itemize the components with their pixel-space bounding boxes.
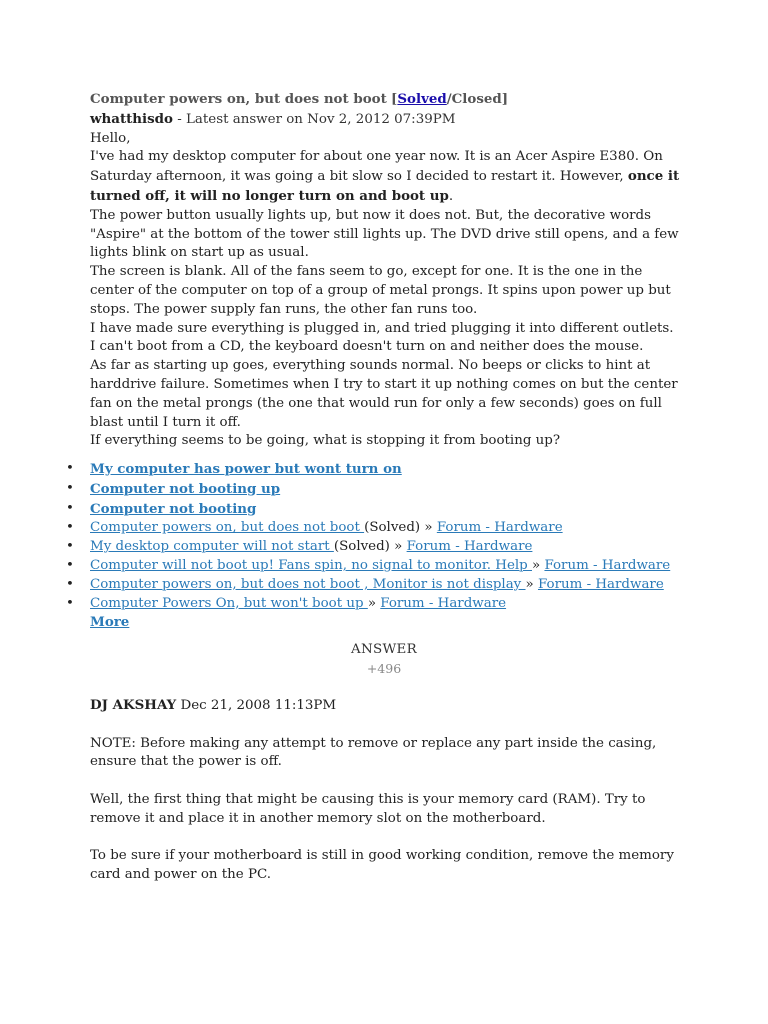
answer <box>90 696 680 904</box>
related-link[interactable]: My computer has power but wont turn on <box>90 461 402 477</box>
question-greeting: Hello, <box>90 130 131 146</box>
forum-link[interactable]: Forum - Hardware <box>544 557 671 573</box>
related-link[interactable]: Computer will not boot up! Fans spin, no signal to monitor. Help <box>90 557 532 573</box>
forum-link[interactable]: Forum - Hardware <box>436 520 563 536</box>
question-body <box>90 130 680 452</box>
question <box>90 90 680 451</box>
more-link[interactable]: More <box>90 614 130 631</box>
status-separator: / <box>446 91 452 107</box>
answer-meta-line <box>90 696 680 716</box>
forum-link[interactable]: Forum - Hardware <box>380 595 507 611</box>
answer-paragraph-2: Well, the first thing that might be causing this is your memory card (RAM). Try to remove it and place it in another memory slot on the motherboard. <box>90 791 646 826</box>
status-closed: Closed] <box>451 91 509 107</box>
question-meta-line <box>90 110 680 130</box>
question-paragraph-5: As far as starting up goes, everything sounds normal. No beeps or clicks to hint at harddrive failure. Sometimes when I try to start it up nothing comes on but the center fan on the metal prongs (the one that would run for only a few seconds) goes on full blast until I turn it off. <box>90 358 678 430</box>
answer-author[interactable]: DJ AKSHAY <box>90 697 177 713</box>
list-item <box>90 538 730 557</box>
question-author[interactable]: whatthisdo <box>90 110 173 127</box>
related-suffix: (Solved) » <box>333 539 407 555</box>
related-link[interactable]: Computer powers on, but does not boot , Monitor is not display <box>90 576 526 592</box>
question-paragraph-3: The screen is blank. All of the fans seem to go, except for one. It is the one in the center of the computer on top of a group of metal prongs. It spins upon power up but stops. The power supply fan runs, the other fan runs too. <box>90 264 671 317</box>
answer-date: Dec 21, 2008 11:13PM <box>180 698 337 713</box>
answer-label: ANSWER <box>351 642 417 657</box>
question-title: Computer powers on, but does not boot <box>90 91 387 107</box>
answer-paragraph-1: NOTE: Before making any attempt to remove or replace any part inside the casing, ensure that the power is off. <box>90 735 657 770</box>
related-link[interactable]: Computer not booting <box>90 500 257 517</box>
question-p1-bold: once it turned off, it will no longer turn on and boot up <box>90 168 680 204</box>
more-item <box>90 613 730 633</box>
list-item <box>90 595 730 614</box>
related-link[interactable]: Computer powers on, but does not boot <box>90 520 365 536</box>
related-suffix: » <box>525 576 538 592</box>
question-paragraph-4: I have made sure everything is plugged in, and tried plugging it into different outlets. I can't boot from a CD, the keyboard doesn't turn on and neither does the mouse. <box>90 320 674 355</box>
list-item <box>90 557 730 576</box>
related-suffix: » <box>531 557 545 573</box>
question-p1-end: . <box>448 188 454 204</box>
related-link[interactable]: Computer not booting up <box>90 480 281 497</box>
related-link[interactable]: My desktop computer will not start <box>90 539 334 555</box>
answer-paragraph-3: To be sure if your motherboard is still in good working condition, remove the memory card and power on the PC. <box>90 848 674 883</box>
list-item <box>90 480 730 500</box>
list-item <box>90 519 730 538</box>
related-suffix: » <box>367 595 381 611</box>
question-paragraph-1 <box>90 148 680 206</box>
related-link[interactable]: Computer Powers On, but won't boot up <box>90 595 368 611</box>
related-suffix: (Solved) » <box>364 520 437 536</box>
forum-link[interactable]: Forum - Hardware <box>406 539 533 555</box>
solved-link[interactable]: Solved <box>397 91 447 107</box>
status-open-bracket: [ <box>391 91 398 107</box>
question-title-line <box>90 90 680 110</box>
list-item <box>90 500 730 520</box>
question-p1-start: I've had my desktop computer for about one year now. It is an Acer Aspire E380. On Saturday afternoon, it was going a bit slow so I decided to restart it. However, <box>90 149 663 185</box>
list-item <box>90 576 730 595</box>
answer-score: +496 <box>366 660 402 676</box>
answer-header <box>0 641 768 679</box>
question-meta: - Latest answer on Nov 2, 2012 07:39PM <box>177 111 456 127</box>
forum-link[interactable]: Forum - Hardware <box>537 576 664 592</box>
related-questions-list <box>62 460 730 633</box>
list-item <box>90 460 730 480</box>
question-paragraph-2: The power button usually lights up, but now it does not. But, the decorative words "Aspire" at the bottom of the tower still lights up. The DVD drive still opens, and a few lights blink on start up as usual. <box>90 207 679 261</box>
question-paragraph-6: If everything seems to be going, what is stopping it from booting up? <box>90 433 561 449</box>
